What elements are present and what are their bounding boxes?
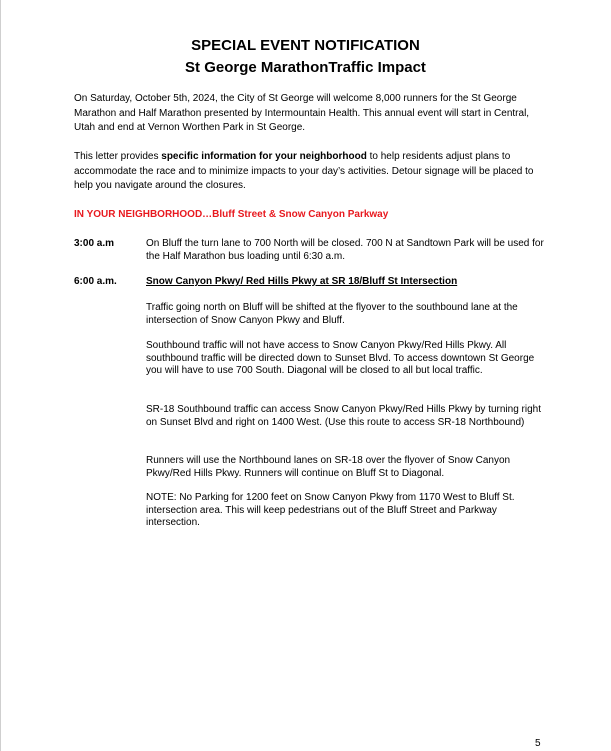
letter-paragraph: [74, 150, 549, 194]
intro-paragraph: On Saturday, October 5th, 2024, the City of St George will welcome 8,000 runners for the St George Marathon and Half Marathon presented by Intermountain Health. This annual event will start in Central, Utah and end at Vernon Worthen Park in St George.: [74, 93, 530, 133]
note-paragraph: NOTE: No Parking for 1200 feet on Snow Canyon Pkwy from 1170 West to Bluff St. intersection area. This will keep pedestrians out of the Bluff Street and Parkway intersection.: [146, 492, 515, 528]
detail-paragraph: Runners will use the Northbound lanes on SR-18 over the flyover of Snow Canyon Pkwy/Red Hills Pkwy. Runners will continue on Bluff St to Diagonal.: [146, 455, 511, 479]
entry-heading-2: Snow Canyon Pkwy/ Red Hills Pkwy at SR 18/Bluff St Intersection: [146, 276, 458, 287]
entry-time-1: 3:00 a.m: [74, 238, 115, 249]
entry-time-2: 6:00 a.m.: [74, 276, 117, 287]
detail-paragraph: SR-18 Southbound traffic can access Snow Canyon Pkwy/Red Hills Pkwy by turning right on Sunset Blvd and right on 1400 West. (Use this route to access SR-18 Northbound): [146, 404, 542, 428]
neighborhood-heading: IN YOUR NEIGHBORHOOD…Bluff Street & Snow Canyon Parkway: [74, 209, 389, 220]
detail-paragraph: Southbound traffic will not have access to Snow Canyon Pkwy/Red Hills Pkwy. All southbound traffic will be directed down to Sunset Blvd. To access downtown St George you will have to use 700 South. Diagonal will be closed to all but local traffic.: [146, 340, 535, 376]
letter-text-after: to help residents adjust plans to accommodate the race and to minimize impacts to your day’s activities. Detour signage will be placed to help you navigate around the closures.: [74, 151, 534, 191]
detail-paragraph: Traffic going north on Bluff will be shifted at the flyover to the southbound lane at the intersection of Snow Canyon Pkwy and Bluff.: [146, 302, 518, 326]
notice-title: SPECIAL EVENT NOTIFICATION: [191, 37, 420, 54]
notice-subtitle: St George MarathonTraffic Impact: [185, 59, 426, 76]
letter-text-before: This letter provides: [74, 151, 162, 162]
page-number: 5: [535, 738, 541, 749]
letter-text-bold: specific information for your neighborhood: [161, 151, 367, 162]
entry-text-1: On Bluff the turn lane to 700 North will be closed. 700 N at Sandtown Park will be used for the Half Marathon bus loading until 6:30 a.m.: [146, 238, 544, 262]
